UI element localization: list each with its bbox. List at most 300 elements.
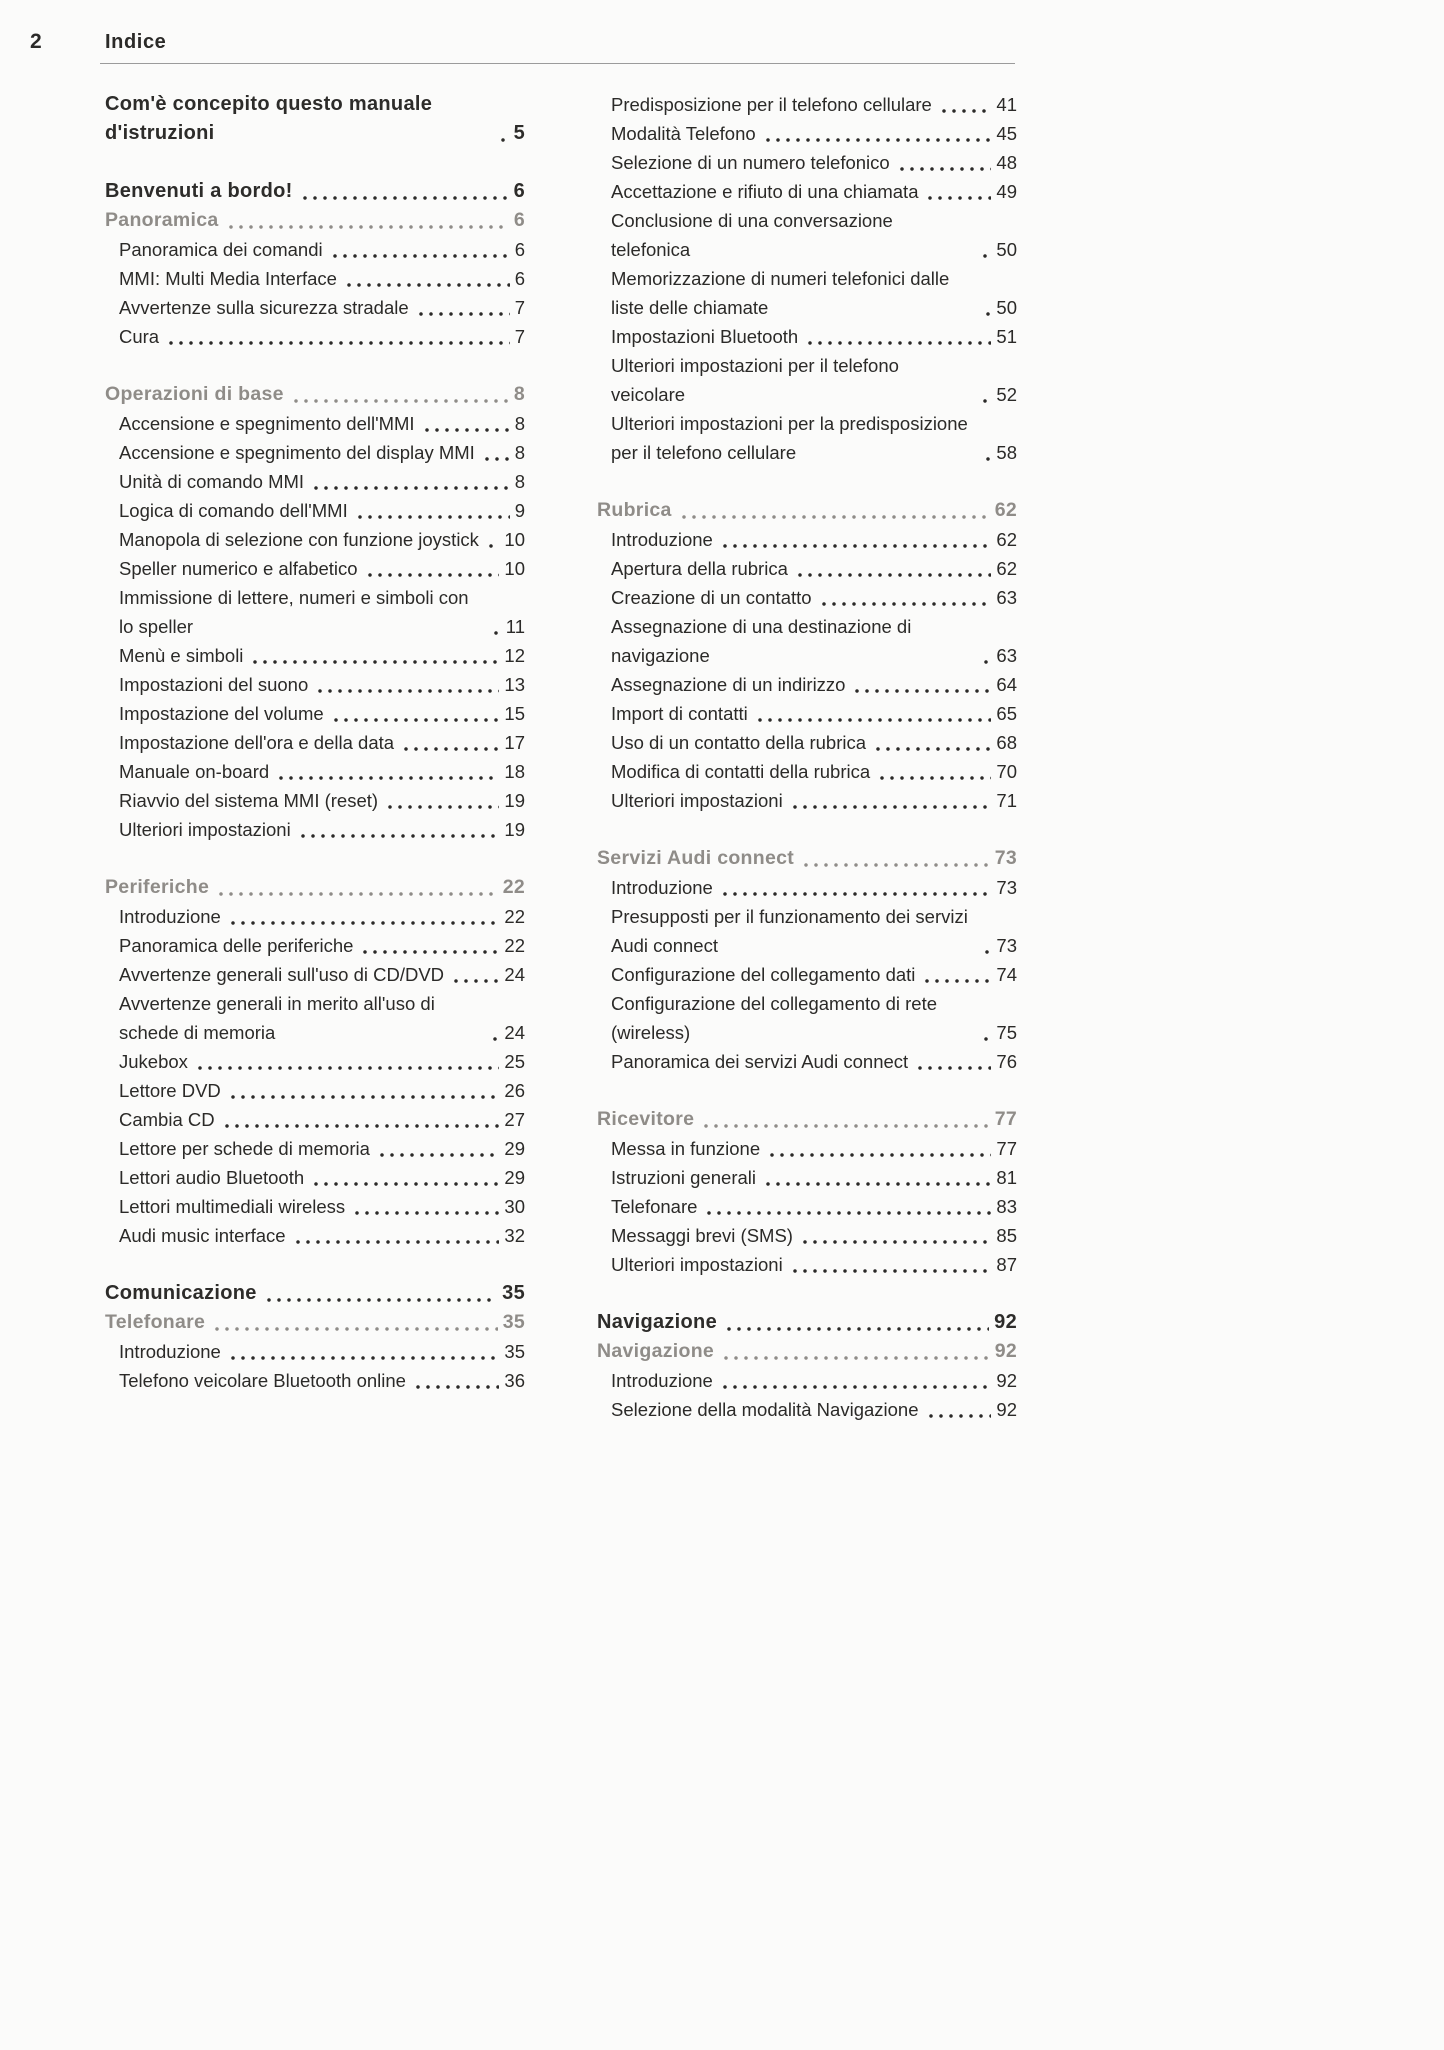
toc-entry — [105, 1192, 525, 1221]
toc-entry-label: Telefonare — [611, 1196, 698, 1217]
toc-entry — [597, 554, 1017, 583]
toc-entry — [597, 177, 1017, 206]
toc-entry-page: 75 — [996, 1022, 1017, 1043]
toc-entry-label: Introduzione — [611, 1370, 713, 1391]
toc-entry — [597, 119, 1017, 148]
toc-entry-label: Import di contatti — [611, 703, 748, 724]
dot-leader — [291, 399, 509, 403]
toc-entry-page: 29 — [504, 1167, 525, 1188]
toc-entry — [597, 873, 1017, 902]
dot-leader — [982, 950, 991, 954]
dot-leader — [228, 1095, 500, 1099]
toc-entry-page: 7 — [514, 326, 525, 347]
toc-entry-page: 63 — [996, 587, 1017, 608]
toc-entry-label: Accensione e spegnimento del display MMI — [119, 442, 475, 463]
toc-entry-label: Speller numerico e alfabetico — [119, 558, 358, 579]
toc-entry-page: 15 — [504, 703, 525, 724]
toc-entry-page: 19 — [504, 819, 525, 840]
toc-entry — [105, 786, 525, 815]
toc-entry-page: 25 — [504, 1051, 525, 1072]
dot-leader — [800, 1240, 991, 1244]
toc-section — [105, 206, 525, 235]
toc-entry-label: Cambia CD — [119, 1109, 215, 1130]
dot-leader — [915, 1066, 991, 1070]
toc-entry-page: 6 — [514, 268, 525, 289]
toc-entry — [597, 322, 1017, 351]
toc-entry-page: 77 — [996, 1138, 1017, 1159]
toc-block — [597, 496, 1017, 815]
dot-leader — [298, 834, 500, 838]
dot-leader — [801, 863, 990, 867]
toc-entry-page: 62 — [996, 558, 1017, 579]
dot-leader — [226, 225, 509, 229]
toc-entry-page: 73 — [994, 847, 1017, 869]
toc-entry-label: Messaggi brevi (SMS) — [611, 1225, 793, 1246]
toc-entry-page: 24 — [504, 964, 525, 985]
toc-entry-label: Impostazioni Bluetooth — [611, 326, 799, 347]
dot-leader — [877, 776, 991, 780]
toc-block — [105, 873, 525, 1250]
toc-entry — [597, 90, 1017, 119]
toc-entry-label: Ulteriori impostazioni — [611, 1254, 783, 1275]
toc-entry-label: Immissione di lettere, numeri e simboli con lo speller — [119, 587, 469, 637]
toc-entry-label: Panoramica dei servizi Audi connect — [611, 1051, 909, 1072]
page-header — [0, 0, 1444, 54]
dot-leader — [401, 747, 499, 751]
toc-entry-label: Selezione della modalità Navigazione — [611, 1399, 919, 1420]
toc-entry-label: Navigazione — [597, 1311, 717, 1333]
toc-entry — [105, 438, 525, 467]
toc-entry — [597, 1366, 1017, 1395]
toc-entry-label: Accensione e spegnimento dell'MMI — [119, 413, 415, 434]
dot-leader — [216, 892, 498, 896]
toc-entry — [105, 699, 525, 728]
toc-entry-page: 6 — [513, 209, 525, 231]
toc-entry — [597, 1395, 1017, 1424]
toc-entry-label: Telefonare — [105, 1311, 206, 1333]
toc-entry — [597, 989, 1017, 1047]
toc-entry — [597, 1163, 1017, 1192]
dot-leader — [852, 689, 991, 693]
toc-entry-label: Lettore per schede di memoria — [119, 1138, 370, 1159]
dot-leader — [720, 544, 992, 548]
toc-entry-page: 29 — [504, 1138, 525, 1159]
toc-entry-label: Modifica di contatti della rubrica — [611, 761, 871, 782]
toc-entry — [597, 351, 1017, 409]
toc-entry-page: 6 — [514, 239, 525, 260]
toc-entry — [105, 931, 525, 960]
toc-entry-page: 92 — [994, 1340, 1017, 1362]
toc-entry — [597, 148, 1017, 177]
toc-entry — [105, 554, 525, 583]
toc-entry-page: 76 — [996, 1051, 1017, 1072]
dot-leader — [416, 312, 510, 316]
toc-entry-label: Presupposti per il funzionamento dei servizi Audi connect — [611, 906, 968, 956]
toc-entry-label: Selezione di un numero telefonico — [611, 152, 890, 173]
toc-entry — [597, 206, 1017, 264]
toc-entry — [105, 1105, 525, 1134]
dot-leader — [983, 457, 991, 461]
dot-leader — [377, 1153, 500, 1157]
toc-entry — [597, 1134, 1017, 1163]
page-number: 2 — [30, 30, 42, 53]
toc-entry-page: 50 — [996, 239, 1017, 260]
toc-entry-label: Uso di un contatto della rubrica — [611, 732, 867, 753]
dot-leader — [355, 515, 510, 519]
dot-leader — [222, 1124, 500, 1128]
toc-entry-label: Periferiche — [105, 876, 210, 898]
toc-entry-page: 19 — [504, 790, 525, 811]
toc-entry-label: Avvertenze generali sull'uso di CD/DVD — [119, 964, 445, 985]
toc-entry — [597, 409, 1017, 467]
toc-entry-label: Apertura della rubrica — [611, 558, 788, 579]
toc-entry-label: Panoramica — [105, 209, 219, 231]
dot-leader — [276, 776, 499, 780]
toc-entry-label: Accettazione e rifiuto di una chiamata — [611, 181, 919, 202]
toc-entry-label: Panoramica dei comandi — [119, 239, 323, 260]
toc-entry-page: 65 — [996, 703, 1017, 724]
dot-leader — [311, 486, 510, 490]
toc-entry-page: 8 — [514, 471, 525, 492]
toc-entry-label: Lettori multimediali wireless — [119, 1196, 346, 1217]
toc-entry-page: 77 — [994, 1108, 1017, 1130]
toc-entry — [597, 583, 1017, 612]
toc-entry — [105, 1337, 525, 1366]
toc-entry-label: Jukebox — [119, 1051, 188, 1072]
toc-entry-page: 36 — [504, 1370, 525, 1391]
toc-entry-page: 8 — [513, 383, 525, 405]
toc-entry — [105, 525, 525, 554]
dot-leader — [293, 1240, 500, 1244]
toc-entry-page: 83 — [996, 1196, 1017, 1217]
toc-entry-label: Impostazioni del suono — [119, 674, 309, 695]
dot-leader — [819, 602, 992, 606]
toc-column-left — [105, 90, 525, 1424]
dot-leader — [228, 1356, 500, 1360]
dot-leader — [491, 631, 501, 635]
toc-column-right — [597, 90, 1017, 1424]
toc-entry-label: Audi music interface — [119, 1225, 286, 1246]
dot-leader — [939, 109, 992, 113]
toc-entry-label: Ricevitore — [597, 1108, 695, 1130]
toc-entry — [105, 757, 525, 786]
toc-entry-page: 32 — [504, 1225, 525, 1246]
dot-leader — [498, 138, 508, 142]
toc-entry — [105, 1221, 525, 1250]
toc-entry-page: 87 — [996, 1254, 1017, 1275]
toc-entry — [105, 728, 525, 757]
toc-chapter — [105, 177, 525, 206]
toc-entry — [597, 757, 1017, 786]
toc-section — [105, 873, 525, 902]
dot-leader — [331, 718, 500, 722]
dot-leader — [926, 1414, 992, 1418]
dot-leader — [451, 979, 499, 983]
toc-entry-page: 18 — [504, 761, 525, 782]
toc-entry — [105, 264, 525, 293]
toc-entry-page: 26 — [504, 1080, 525, 1101]
dot-leader — [311, 1182, 499, 1186]
toc-entry-page: 11 — [505, 616, 525, 637]
toc-entry-label: Ulteriori impostazioni per il telefono veicolare — [611, 355, 899, 405]
toc-block — [597, 1105, 1017, 1279]
toc-entry-page: 73 — [996, 935, 1017, 956]
toc-entry-page: 50 — [996, 297, 1017, 318]
toc-entry-label: Memorizzazione di numeri telefonici dalle liste delle chiamate — [611, 268, 950, 318]
toc-block — [105, 380, 525, 844]
dot-leader — [983, 312, 992, 316]
dot-leader — [925, 196, 991, 200]
toc-entry-page: 17 — [504, 732, 525, 753]
toc-section — [597, 844, 1017, 873]
toc-entry-label: MMI: Multi Media Interface — [119, 268, 337, 289]
dot-leader — [795, 573, 992, 577]
toc-entry — [597, 960, 1017, 989]
toc-chapter — [105, 90, 525, 148]
toc-entry-label: Unità di comando MMI — [119, 471, 305, 492]
toc-entry — [597, 1047, 1017, 1076]
toc-entry-page: 70 — [996, 761, 1017, 782]
toc-entry — [597, 1221, 1017, 1250]
dot-leader — [922, 979, 991, 983]
dot-leader — [486, 544, 499, 548]
dot-leader — [720, 892, 992, 896]
toc-entry-page: 92 — [994, 1311, 1017, 1333]
dot-leader — [721, 1356, 990, 1360]
toc-entry-label: Cura — [119, 326, 160, 347]
toc-entry-label: Benvenuti a bordo! — [105, 180, 293, 202]
toc-entry-label: Configurazione del collegamento di rete (wireless) — [611, 993, 938, 1043]
toc-entry-label: Comunicazione — [105, 1282, 257, 1304]
dot-leader — [763, 138, 992, 142]
toc-block — [597, 1308, 1017, 1424]
toc-section — [597, 496, 1017, 525]
toc-entry-label: Avvertenze generali in merito all'uso di schede di memoria — [119, 993, 435, 1043]
toc-entry-label: Manuale on-board — [119, 761, 270, 782]
toc-entry-page: 73 — [996, 877, 1017, 898]
toc-entry-page: 45 — [996, 123, 1017, 144]
toc-entry — [105, 1076, 525, 1105]
toc-block — [105, 90, 525, 148]
toc-entry-page: 7 — [514, 297, 525, 318]
toc-entry-label: Ulteriori impostazioni — [119, 819, 291, 840]
toc-entry-page: 22 — [504, 935, 525, 956]
toc-block — [105, 1279, 525, 1395]
toc-entry-page: 62 — [996, 529, 1017, 550]
toc-block — [597, 90, 1017, 467]
dot-leader — [264, 1298, 497, 1302]
toc-entry-label: Lettori audio Bluetooth — [119, 1167, 305, 1188]
toc-entry — [105, 583, 525, 641]
dot-leader — [755, 718, 992, 722]
toc-entry-page: 27 — [504, 1109, 525, 1130]
toc-entry-page: 52 — [996, 384, 1017, 405]
toc-entry — [105, 467, 525, 496]
toc-entry-label: Impostazione del volume — [119, 703, 324, 724]
toc-entry — [105, 641, 525, 670]
toc-entry-page: 9 — [514, 500, 525, 521]
toc-entry — [105, 322, 525, 351]
toc-entry — [597, 264, 1017, 322]
toc-entry — [597, 728, 1017, 757]
toc-entry-page: 74 — [996, 964, 1017, 985]
toc-entry-label: Introduzione — [119, 906, 221, 927]
toc-entry-label: Operazioni di base — [105, 383, 284, 405]
toc-entry-label: Istruzioni generali — [611, 1167, 756, 1188]
toc-entry-page: 48 — [996, 152, 1017, 173]
toc-entry-page: 5 — [513, 122, 525, 144]
dot-leader — [228, 921, 500, 925]
toc-entry-label: Telefono veicolare Bluetooth online — [119, 1370, 406, 1391]
dot-leader — [385, 805, 499, 809]
toc-entry-page: 12 — [504, 645, 525, 666]
toc-entry-page: 10 — [504, 558, 525, 579]
header-rule — [100, 63, 1015, 64]
toc-entry-label: Navigazione — [597, 1340, 715, 1362]
toc-entry-label: Modalità Telefono — [611, 123, 756, 144]
toc-entry — [597, 902, 1017, 960]
toc-entry-label: Ulteriori impostazioni — [611, 790, 783, 811]
dot-leader — [980, 399, 992, 403]
toc-entry-page: 63 — [996, 645, 1017, 666]
toc-entry — [105, 815, 525, 844]
dot-leader — [704, 1211, 991, 1215]
toc-entry-label: Assegnazione di un indirizzo — [611, 674, 846, 695]
toc-entry — [105, 1163, 525, 1192]
toc-block — [597, 844, 1017, 1076]
toc-entry-label: Configurazione del collegamento dati — [611, 964, 916, 985]
toc-block — [105, 177, 525, 351]
dot-leader — [763, 1182, 991, 1186]
toc-entry-page: 22 — [504, 906, 525, 927]
dot-leader — [352, 1211, 499, 1215]
dot-leader — [981, 1037, 992, 1041]
toc-entry-label: Messa in funzione — [611, 1138, 761, 1159]
dot-leader — [330, 254, 510, 258]
dot-leader — [980, 254, 992, 258]
toc-entry — [105, 989, 525, 1047]
toc-entry-label: Lettore DVD — [119, 1080, 221, 1101]
toc-entry-label: Avvertenze sulla sicurezza stradale — [119, 297, 409, 318]
toc-entry-label: Assegnazione di una destinazione di navigazione — [611, 616, 912, 666]
toc-entry-page: 35 — [504, 1341, 525, 1362]
dot-leader — [720, 1385, 992, 1389]
toc-entry-page: 8 — [514, 413, 525, 434]
dot-leader — [805, 341, 991, 345]
toc-entry — [105, 409, 525, 438]
toc-entry — [597, 699, 1017, 728]
toc-entry — [105, 496, 525, 525]
toc-entry-label: Impostazione dell'ora e della data — [119, 732, 395, 753]
dot-leader — [790, 1269, 992, 1273]
toc-entry-page: 49 — [996, 181, 1017, 202]
toc-chapter — [597, 1308, 1017, 1337]
toc-entry-label: Predisposizione per il telefono cellulare — [611, 94, 932, 115]
dot-leader — [413, 1385, 499, 1389]
toc-entry-page: 92 — [996, 1370, 1017, 1391]
dot-leader — [344, 283, 510, 287]
toc-entry-page: 6 — [513, 180, 525, 202]
dot-leader — [981, 660, 992, 664]
dot-leader — [365, 573, 500, 577]
toc-entry-label: Creazione di un contatto — [611, 587, 812, 608]
dot-leader — [790, 805, 992, 809]
toc-entry-label: Panoramica delle periferiche — [119, 935, 354, 956]
toc-entry-page: 62 — [994, 499, 1017, 521]
toc-entry-label: Servizi Audi connect — [597, 847, 795, 869]
toc-entry-page: 58 — [996, 442, 1017, 463]
toc-entry — [597, 525, 1017, 554]
toc-entry — [597, 670, 1017, 699]
dot-leader — [422, 428, 510, 432]
toc-entry-page: 35 — [502, 1311, 525, 1333]
toc-entry-page: 41 — [996, 94, 1017, 115]
dot-leader — [212, 1327, 498, 1331]
toc-entry-page: 81 — [996, 1167, 1017, 1188]
toc-entry-label: Introduzione — [611, 529, 713, 550]
toc-entry — [597, 1192, 1017, 1221]
dot-leader — [360, 950, 499, 954]
dot-leader — [315, 689, 499, 693]
toc-entry — [597, 786, 1017, 815]
toc-entry-label: Riavvio del sistema MMI (reset) — [119, 790, 379, 811]
toc-section — [597, 1337, 1017, 1366]
dot-leader — [873, 747, 991, 751]
toc-entry — [597, 1250, 1017, 1279]
dot-leader — [490, 1037, 499, 1041]
dot-leader — [195, 1066, 500, 1070]
dot-leader — [767, 1153, 991, 1157]
dot-leader — [250, 660, 499, 664]
toc-entry-page: 71 — [996, 790, 1017, 811]
dot-leader — [679, 515, 990, 519]
toc-entry-label: Introduzione — [611, 877, 713, 898]
toc-entry-page: 30 — [504, 1196, 525, 1217]
toc-entry-label: Ulteriori impostazioni per la predisposizione per il telefono cellulare — [611, 413, 968, 463]
toc-entry-page: 64 — [996, 674, 1017, 695]
toc-entry-page: 22 — [502, 876, 525, 898]
table-of-contents — [105, 90, 1017, 1424]
toc-entry — [105, 1366, 525, 1395]
toc-entry — [105, 670, 525, 699]
toc-entry — [597, 612, 1017, 670]
toc-entry — [105, 960, 525, 989]
toc-entry-page: 10 — [504, 529, 525, 550]
toc-entry-label: Manopola di selezione con funzione joystick — [119, 529, 479, 550]
dot-leader — [724, 1327, 989, 1331]
dot-leader — [300, 196, 509, 200]
toc-entry-page: 51 — [996, 326, 1017, 347]
dot-leader — [166, 341, 510, 345]
toc-entry-label: Conclusione di una conversazione telefonica — [611, 210, 893, 260]
toc-entry-page: 85 — [996, 1225, 1017, 1246]
toc-section — [597, 1105, 1017, 1134]
toc-entry-page: 13 — [504, 674, 525, 695]
toc-chapter — [105, 1279, 525, 1308]
toc-entry-label: Introduzione — [119, 1341, 221, 1362]
toc-entry — [105, 1047, 525, 1076]
toc-entry — [105, 293, 525, 322]
toc-entry-page: 35 — [502, 1282, 525, 1304]
dot-leader — [482, 457, 510, 461]
toc-entry-label: Com'è concepito questo manuale d'istruzioni — [105, 93, 433, 144]
toc-entry-page: 68 — [996, 732, 1017, 753]
toc-entry-page: 24 — [504, 1022, 525, 1043]
toc-section — [105, 1308, 525, 1337]
toc-entry-label: Menù e simboli — [119, 645, 244, 666]
toc-section — [105, 380, 525, 409]
dot-leader — [897, 167, 992, 171]
